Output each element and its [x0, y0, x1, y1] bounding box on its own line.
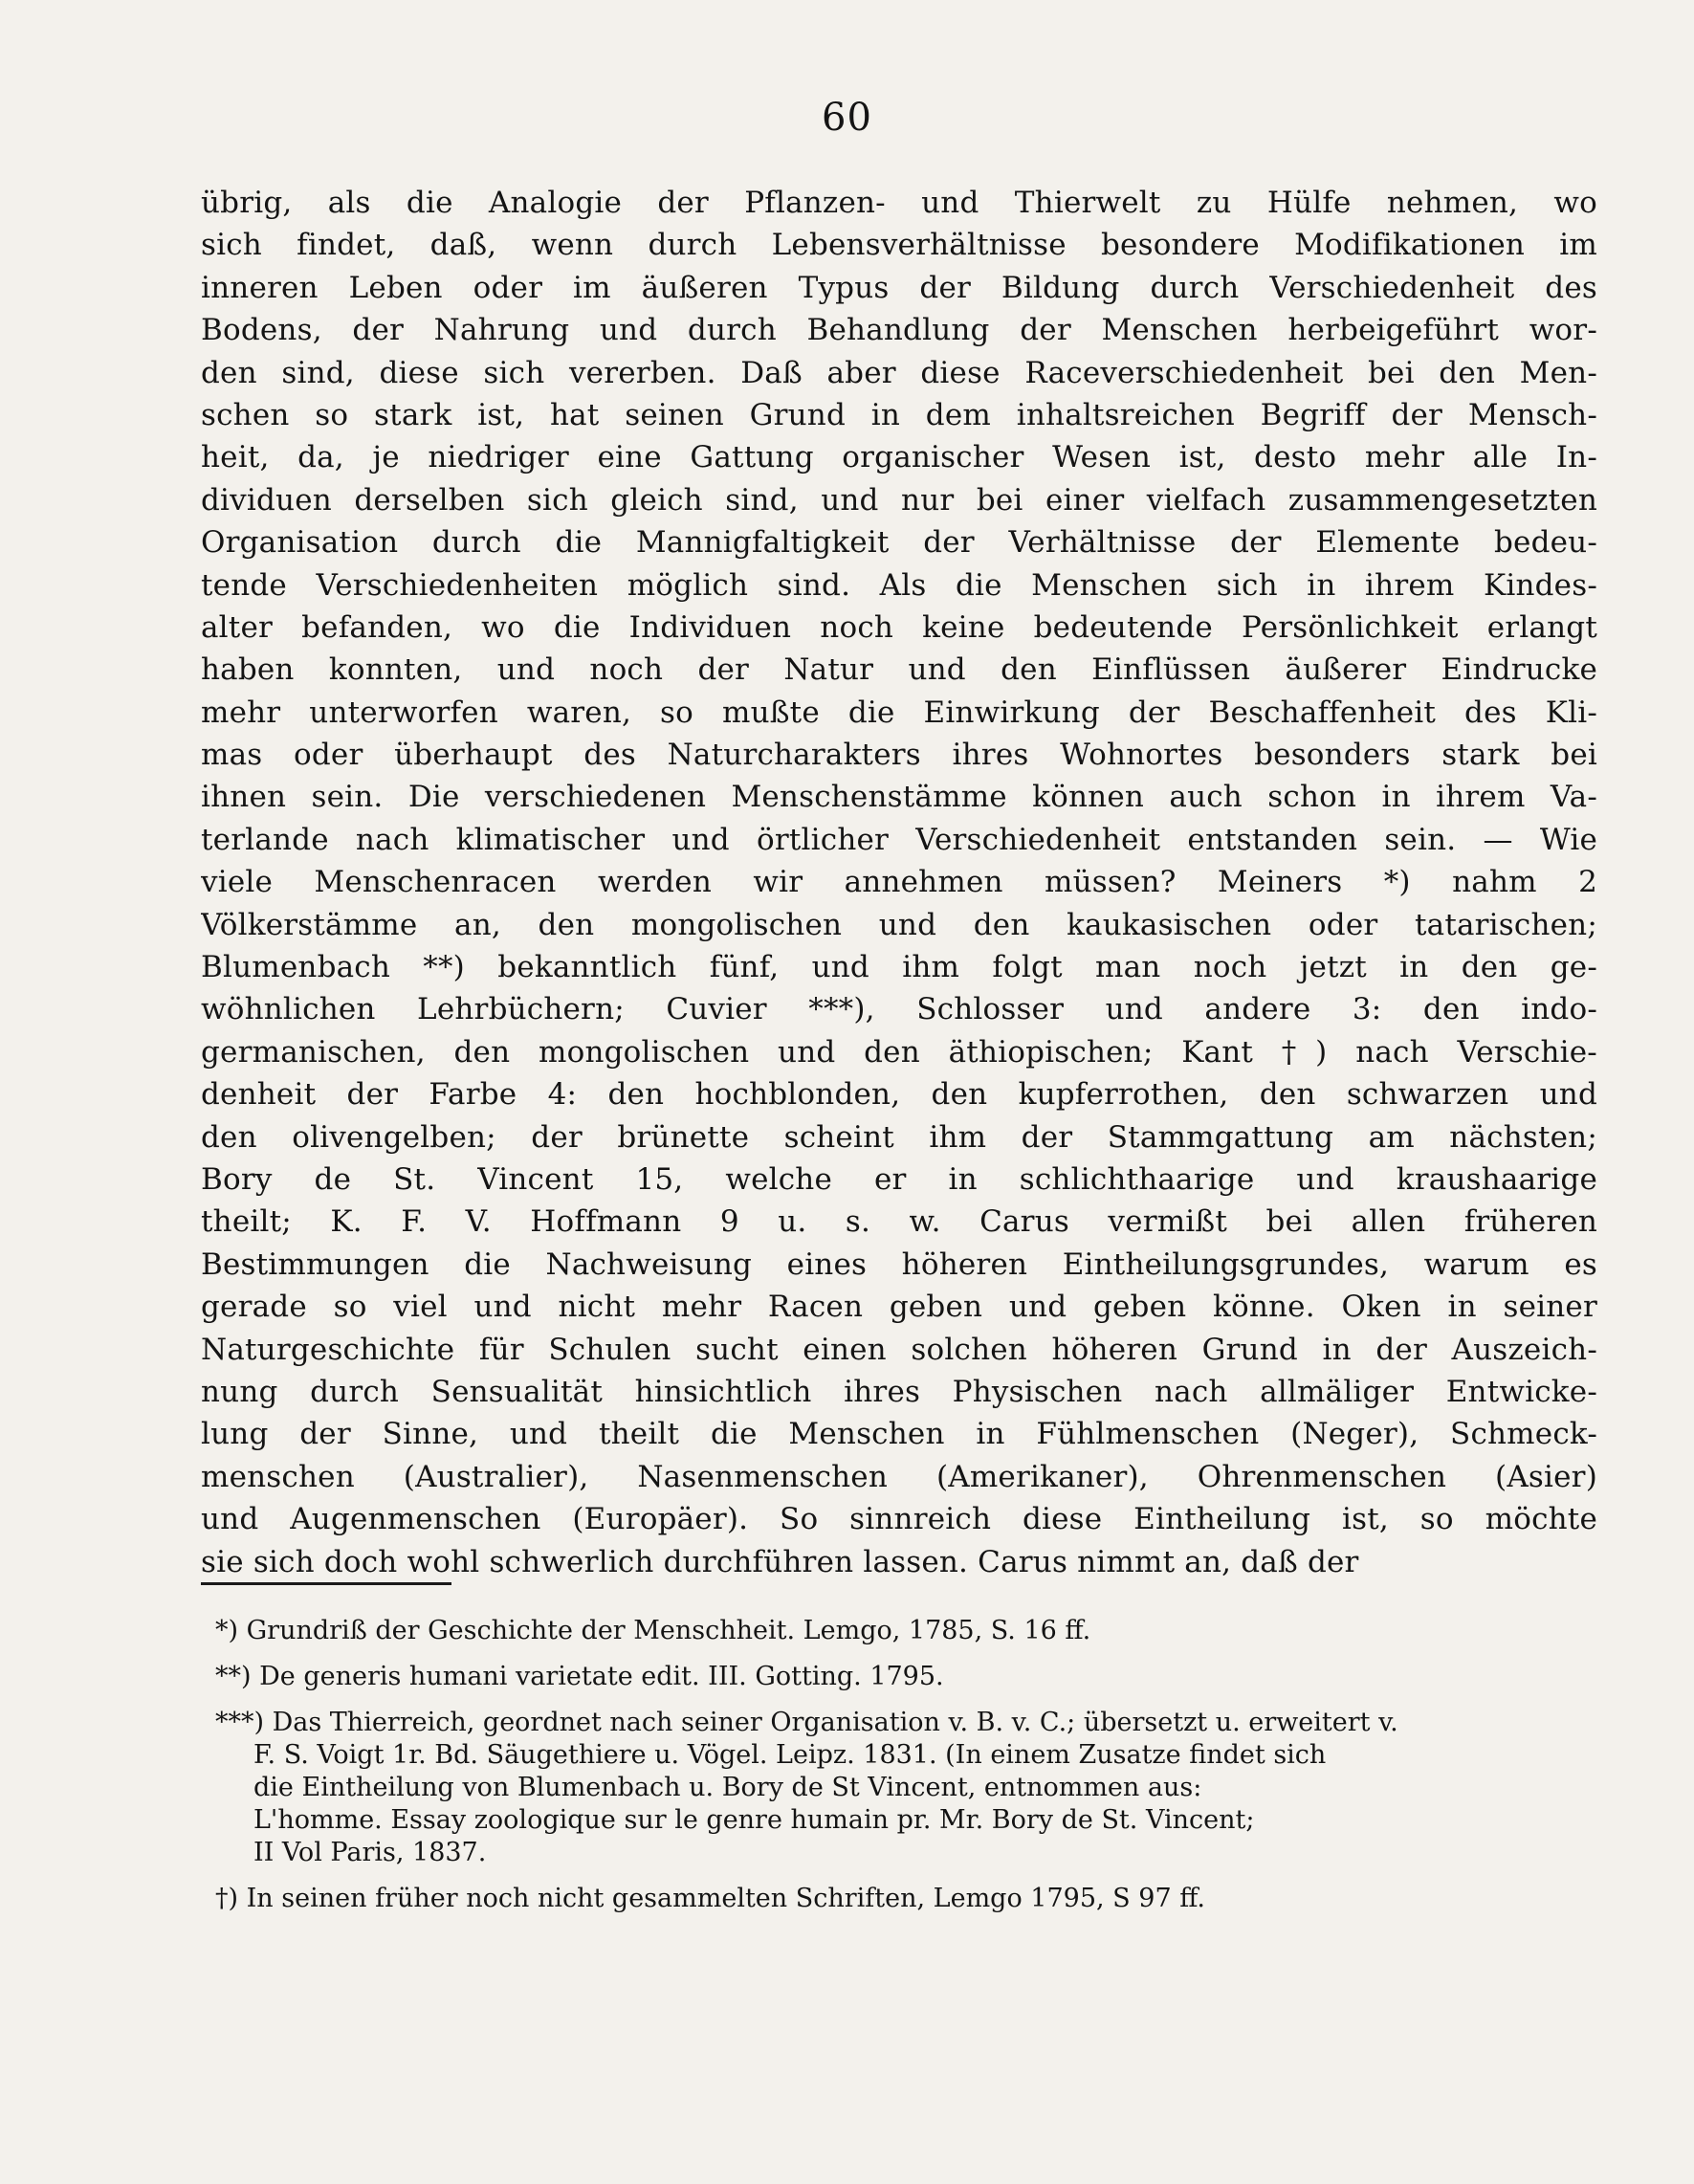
text-line: dividuen derselben sich gleich sind, und nur bei einer vielfach zusammengesetzten — [201, 482, 1597, 518]
footnote-cuvier-cont: die Eintheilung von Blumenbach u. Bory de St Vincent, entnommen aus: — [253, 1773, 1202, 1802]
text-line: sich findet, daß, wenn durch Lebensverhältnisse besondere Modifikationen im — [201, 228, 1597, 263]
text-line: wöhnlichen Lehrbüchern; Cuvier ***), Schlosser und andere 3: den indo- — [201, 992, 1597, 1027]
text-line: Bory de St. Vincent 15, welche er in schlichthaarige und kraushaarige — [201, 1161, 1597, 1197]
footnote-cuvier-cont: L'homme. Essay zoologique sur le genre humain pr. Mr. Bory de St. Vincent; — [253, 1805, 1255, 1835]
text-line: sie sich doch wohl schwerlich durchführen lassen. Carus nimmt an, daß der — [201, 1544, 1359, 1579]
text-line: denheit der Farbe 4: den hochblonden, den kupferrothen, den schwarzen und — [201, 1077, 1597, 1113]
text-line: mas oder überhaupt des Naturcharakters ihres Wohnortes besonders stark bei — [201, 738, 1597, 773]
footnote-divider — [201, 1582, 451, 1585]
text-line: nung durch Sensualität hinsichtlich ihres Physischen nach allmäliger Entwicke- — [201, 1374, 1597, 1409]
footnote-meiners: *) Grundriß der Geschichte der Menschheit. Lemgo, 1785, S. 16 ff. — [215, 1616, 1091, 1645]
footnote-cuvier-cont: II Vol Paris, 1837. — [253, 1838, 487, 1867]
main-text — [201, 182, 1597, 1583]
text-line: Blumenbach **) bekanntlich fünf, und ihm folgt man noch jetzt in den ge- — [201, 950, 1597, 985]
footnote-blumenbach: **) De generis humani varietate edit. III. Gotting. 1795. — [215, 1662, 944, 1691]
text-line: heit, da, je niedriger eine Gattung organischer Wesen ist, desto mehr alle In- — [201, 440, 1597, 475]
text-line: theilt; K. F. V. Hoffmann 9 u. s. w. Carus vermißt bei allen früheren — [201, 1204, 1597, 1240]
text-line: ihnen sein. Die verschiedenen Menschenstämme können auch schon in ihrem Va- — [201, 780, 1597, 815]
text-line: germanischen, den mongolischen und den äthiopischen; Kant †) nach Verschie- — [201, 1034, 1597, 1070]
footnote-cuvier: ***) Das Thierreich, geordnet nach seiner Organisation v. B. v. C.; übersetzt u. erweitert v. — [215, 1708, 1398, 1737]
text-line: übrig, als die Analogie der Pflanzen- und Thierwelt zu Hülfe nehmen, wo — [201, 186, 1597, 220]
text-line: und Augenmenschen (Europäer). So sinnreich diese Eintheilung ist, so möchte — [201, 1502, 1597, 1537]
text-line: gerade so viel und nicht mehr Racen geben und geben könne. Oken in seiner — [201, 1290, 1597, 1325]
text-line: alter befanden, wo die Individuen noch keine bedeutende Persönlichkeit erlangt — [201, 609, 1597, 645]
footnote-kant: †) In seinen früher noch nicht gesammelten Schriften, Lemgo 1795, S 97 ff. — [215, 1884, 1206, 1913]
text-line: mehr unterworfen waren, so mußte die Einwirkung der Beschaffenheit des Kli- — [201, 695, 1597, 730]
text-line: Völkerstämme an, den mongolischen und den kaukasischen oder tatarischen; — [201, 907, 1597, 942]
text-line: menschen (Australier), Nasenmenschen (Amerikaner), Ohrenmenschen (Asier) — [201, 1459, 1597, 1494]
text-line: Organisation durch die Mannigfaltigkeit der Verhältnisse der Elemente bedeu- — [201, 525, 1597, 561]
text-line: viele Menschenracen werden wir annehmen müssen? Meiners *) nahm 2 — [201, 865, 1597, 900]
text-line: schen so stark ist, hat seinen Grund in dem inhaltsreichen Begriff der Mensch- — [201, 397, 1597, 432]
text-line: lung der Sinne, und theilt die Menschen in Fühlmenschen (Neger), Schmeck- — [201, 1417, 1597, 1452]
text-line: Naturgeschichte für Schulen sucht einen solchen höheren Grund in der Auszeich- — [201, 1332, 1597, 1367]
text-line: haben konnten, und noch der Natur und den Einflüssen äußerer Eindrucke — [201, 652, 1597, 688]
text-line: den olivengelben; der brünette scheint ihm der Stammgattung am nächsten; — [201, 1119, 1597, 1155]
text-line: tende Verschiedenheiten möglich sind. Als die Menschen sich in ihrem Kindes- — [201, 567, 1597, 603]
footnotes — [215, 1615, 1597, 1915]
text-line: den sind, diese sich vererben. Daß aber diese Raceverschiedenheit bei den Men- — [201, 355, 1597, 390]
text-line: Bestimmungen die Nachweisung eines höheren Eintheilungsgrundes, warum es — [201, 1246, 1597, 1282]
text-line: terlande nach klimatischer und örtlicher Verschiedenheit entstanden sein. — Wie — [201, 822, 1597, 857]
footnote-cuvier-cont: F. S. Voigt 1r. Bd. Säugethiere u. Vögel. Leipz. 1831. (In einem Zusatze findet sich — [253, 1740, 1327, 1770]
text-line: inneren Leben oder im äußeren Typus der Bildung durch Verschiedenheit des — [201, 270, 1597, 305]
page-number: 60 — [822, 96, 872, 140]
text-line: Bodens, der Nahrung und durch Behandlung der Menschen herbeigeführt wor- — [201, 313, 1597, 348]
